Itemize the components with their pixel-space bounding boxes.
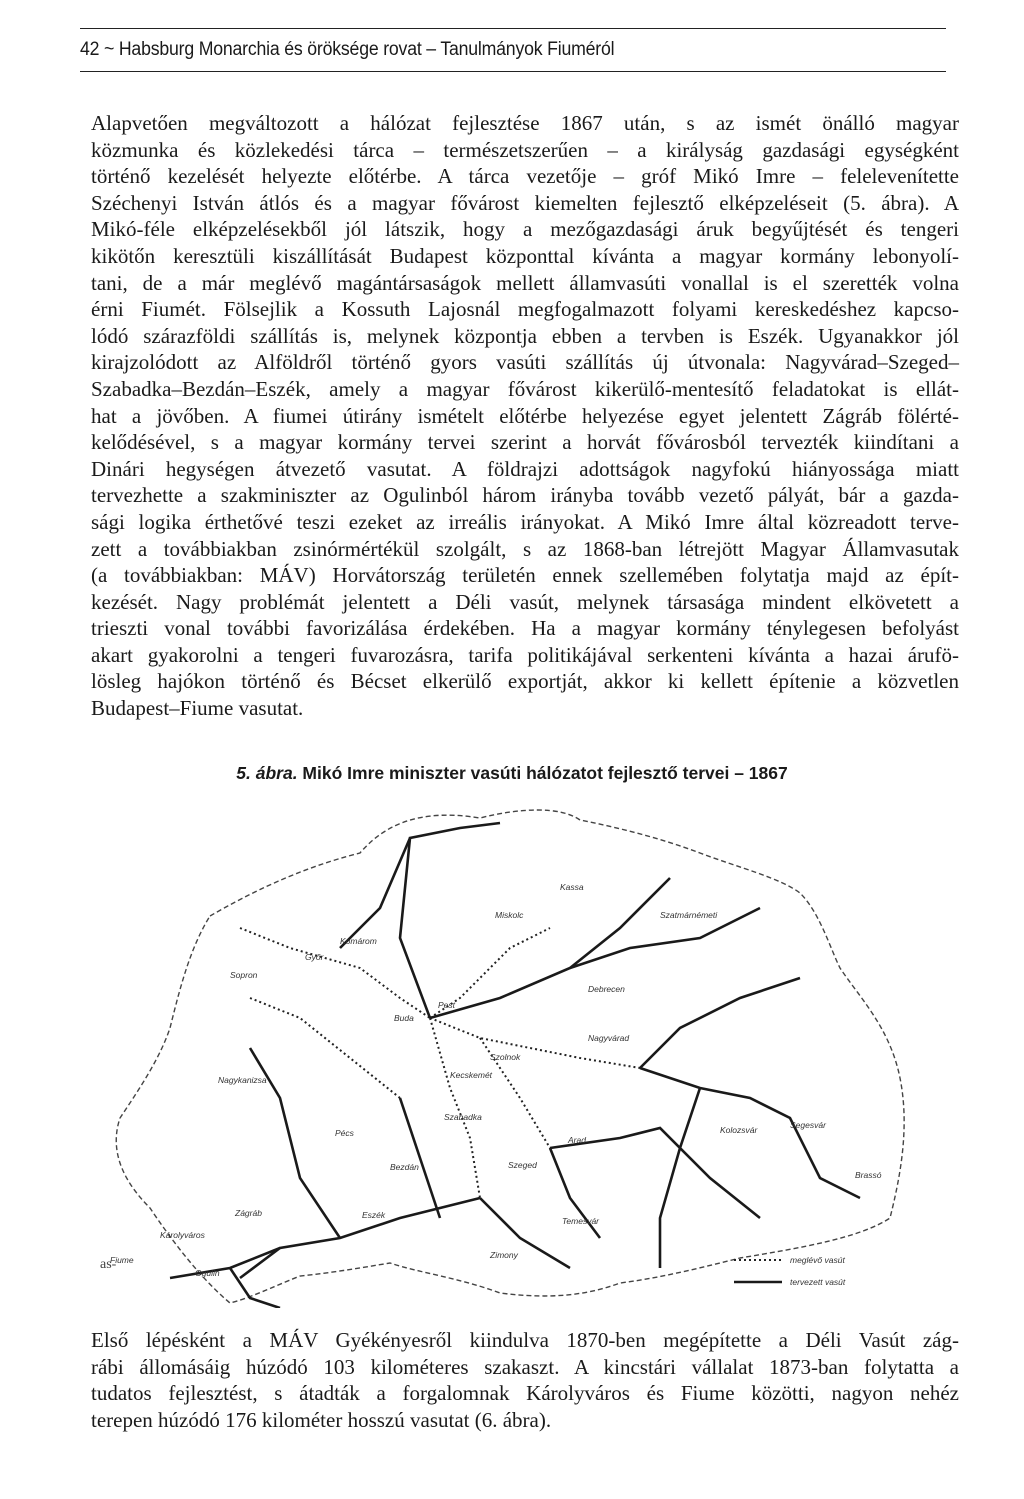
label-kolozsvar: Kolozsvár bbox=[720, 1125, 758, 1135]
railway-network-map bbox=[100, 798, 920, 1308]
text-line: Széchenyi István átlós és a magyar fővárost kiemelten fejlesztő elképzeléseit (5. ábra). A bbox=[91, 190, 959, 215]
text-line: Első lépésként a MÁV Gyékényesről kiindulva 1870-ben megépítette a Déli Vasút zág- bbox=[91, 1328, 959, 1352]
legend-existing-label: meglévő vasút bbox=[790, 1255, 845, 1265]
label-fiume: Fiume bbox=[110, 1255, 134, 1265]
label-kassa: Kassa bbox=[560, 882, 584, 892]
label-kecskemet: Kecskemét bbox=[450, 1070, 493, 1080]
text-line: Dinári hegységen átvezető vasutat. A földrajzi adottságok nagyfokú hiányossága miatt bbox=[91, 456, 959, 481]
text-line: sági logika érthetővé teszi ezeket az irreális irányokat. A Mikó Imre által közreadott terve- bbox=[91, 509, 959, 534]
text-line: kikötőn keresztüli kiszállítását Budapest központtal kívánta a magyar kormány lebonyolí- bbox=[91, 243, 959, 268]
label-zimony: Zimony bbox=[490, 1250, 518, 1260]
label-pest: Pest bbox=[438, 1000, 456, 1010]
text-line: lódó szárazföldi szállítás is, melynek központja ebben a tervben is Eszék. Ugyanakkor jól bbox=[91, 323, 959, 348]
text-line: terepen húzódó 176 kilométer hosszú vasutat (6. ábra). bbox=[91, 1407, 552, 1432]
text-line: Alapvetően megváltozott a hálózat fejlesztése 1867 után, s az ismét önálló magyar bbox=[91, 111, 959, 135]
label-temesvar: Temesvár bbox=[562, 1216, 600, 1226]
label-ogulin: Ogulin bbox=[195, 1268, 220, 1278]
label-nagyvarad: Nagyvárad bbox=[588, 1033, 630, 1043]
planned-railways bbox=[170, 823, 860, 1308]
label-segesvar: Segesvár bbox=[790, 1120, 826, 1130]
label-bezdan: Bezdán bbox=[390, 1162, 419, 1172]
legend-planned-label: tervezett vasút bbox=[790, 1277, 846, 1287]
text-line: trieszti vonal további favorizálása érdekében. Ha a magyar kormány ténylegesen befolyást bbox=[91, 616, 959, 641]
label-szeged: Szeged bbox=[508, 1160, 537, 1170]
text-line: akart gyakorolni a tengeri fuvarozásra, tarifa politikájával serkenteni kívánta a hazai árufö- bbox=[91, 642, 959, 667]
body-paragraph-1 bbox=[91, 110, 959, 722]
body-paragraph-2 bbox=[91, 1327, 959, 1433]
label-sopron: Sopron bbox=[230, 970, 258, 980]
text-line: kezését. Nagy problémát jelentett a Déli vasút, melynek társasága mindent elkövetett a bbox=[91, 589, 959, 614]
label-nagykanizsa: Nagykanizsa bbox=[218, 1075, 267, 1085]
figure-caption-text: Mikó Imre miniszter vasúti hálózatot fejlesztő tervei – 1867 bbox=[297, 763, 788, 783]
label-szabadka: Szabadka bbox=[444, 1112, 482, 1122]
text-line: Mikó-féle elképzelésekből jól látszik, hogy a mezőgazdasági áruk begyűjtését és tengeri bbox=[91, 217, 959, 242]
text-line: lösleg hajókon történő és Bécset elkerülő exportját, akkor ki kellett építenie a közvetlen bbox=[91, 669, 959, 694]
existing-railways bbox=[240, 928, 640, 1198]
margin-mark: as- bbox=[100, 1257, 117, 1272]
label-szolnok: Szolnok bbox=[490, 1052, 521, 1062]
label-karolyvaros: Károlyváros bbox=[160, 1230, 205, 1240]
figure-number: 5. ábra. bbox=[236, 763, 298, 783]
label-komarom: Komárom bbox=[340, 936, 377, 946]
text-line: kelődésével, s a magyar kormány tervei szerint a horvát fővárosból tervezték kiindítani a bbox=[91, 430, 959, 455]
text-line: közmunka és közlekedési tárca – természetszerűen – a királyság gazdasági egységként bbox=[91, 137, 959, 162]
text-line: Szabadka–Bezdán–Eszék, amely a magyar fővárost kikerülő-mentesítő feladatokat is ellát- bbox=[91, 376, 959, 401]
text-line: kirajzolódott az Alföldről történő gyors vasúti szállítás új útvonala: Nagyvárad–Szeged– bbox=[91, 350, 959, 375]
label-arad: Arad bbox=[568, 1135, 586, 1145]
figure-caption bbox=[0, 763, 1024, 784]
running-header bbox=[80, 28, 946, 72]
text-line: (a továbbiakban: MÁV) Horvátország területén ennek szellemében folytatja majd az épít- bbox=[91, 563, 959, 588]
label-gyor: Győr bbox=[305, 952, 324, 962]
text-line: Budapest–Fiume vasutat. bbox=[91, 696, 304, 721]
label-pecs: Pécs bbox=[335, 1128, 354, 1138]
label-szatmarnemeti: Szatmárnémeti bbox=[660, 910, 718, 920]
label-brasso: Brassó bbox=[855, 1170, 882, 1180]
text-line: zett a továbbiakban zsinórmértékül szolgált, s az 1868-ban létrejött Magyar Államvasutak bbox=[91, 536, 959, 561]
map-legend bbox=[734, 1255, 846, 1287]
label-debrecen: Debrecen bbox=[588, 984, 625, 994]
label-buda: Buda bbox=[394, 1013, 414, 1023]
label-miskolc: Miskolc bbox=[495, 910, 524, 920]
text-line: történő kezelését helyezte előtérbe. A tárca vezetője – gróf Mikó Imre – felelevenítette bbox=[91, 164, 959, 189]
label-zagrab: Zágráb bbox=[235, 1208, 262, 1218]
text-line: érni Fiumét. Fölsejlik a Kossuth Lajosnál megfogalmazott folyami kereskedéshez kapcso- bbox=[91, 297, 959, 322]
text-line: tani, de a már meglévő magántársaságok mellett államvasúti vonallal is el szerették volna bbox=[91, 270, 959, 295]
text-line: hat a jövőben. A fiumei útirány ismételt előtérbe helyezése egyet jelentett Zágráb fölérté- bbox=[91, 403, 959, 428]
running-header-text: 42 ~ Habsburg Monarchia és öröksége rovat – Tanulmányok Fiuméról bbox=[80, 39, 615, 60]
text-line: tudatos fejlesztést, s átadták a forgalomnak Károlyváros és Fiume közötti, nagyon nehéz bbox=[91, 1381, 959, 1406]
text-line: rábi állomásáig húzódó 103 kilométeres szakaszt. A kincstári vállalat 1873-ban folytatta a bbox=[91, 1354, 959, 1379]
text-line: tervezhette a szakminiszter az Ogulinból három irányba tovább vezető pályát, bár a gazda- bbox=[91, 483, 959, 508]
label-eszek: Eszék bbox=[362, 1210, 386, 1220]
